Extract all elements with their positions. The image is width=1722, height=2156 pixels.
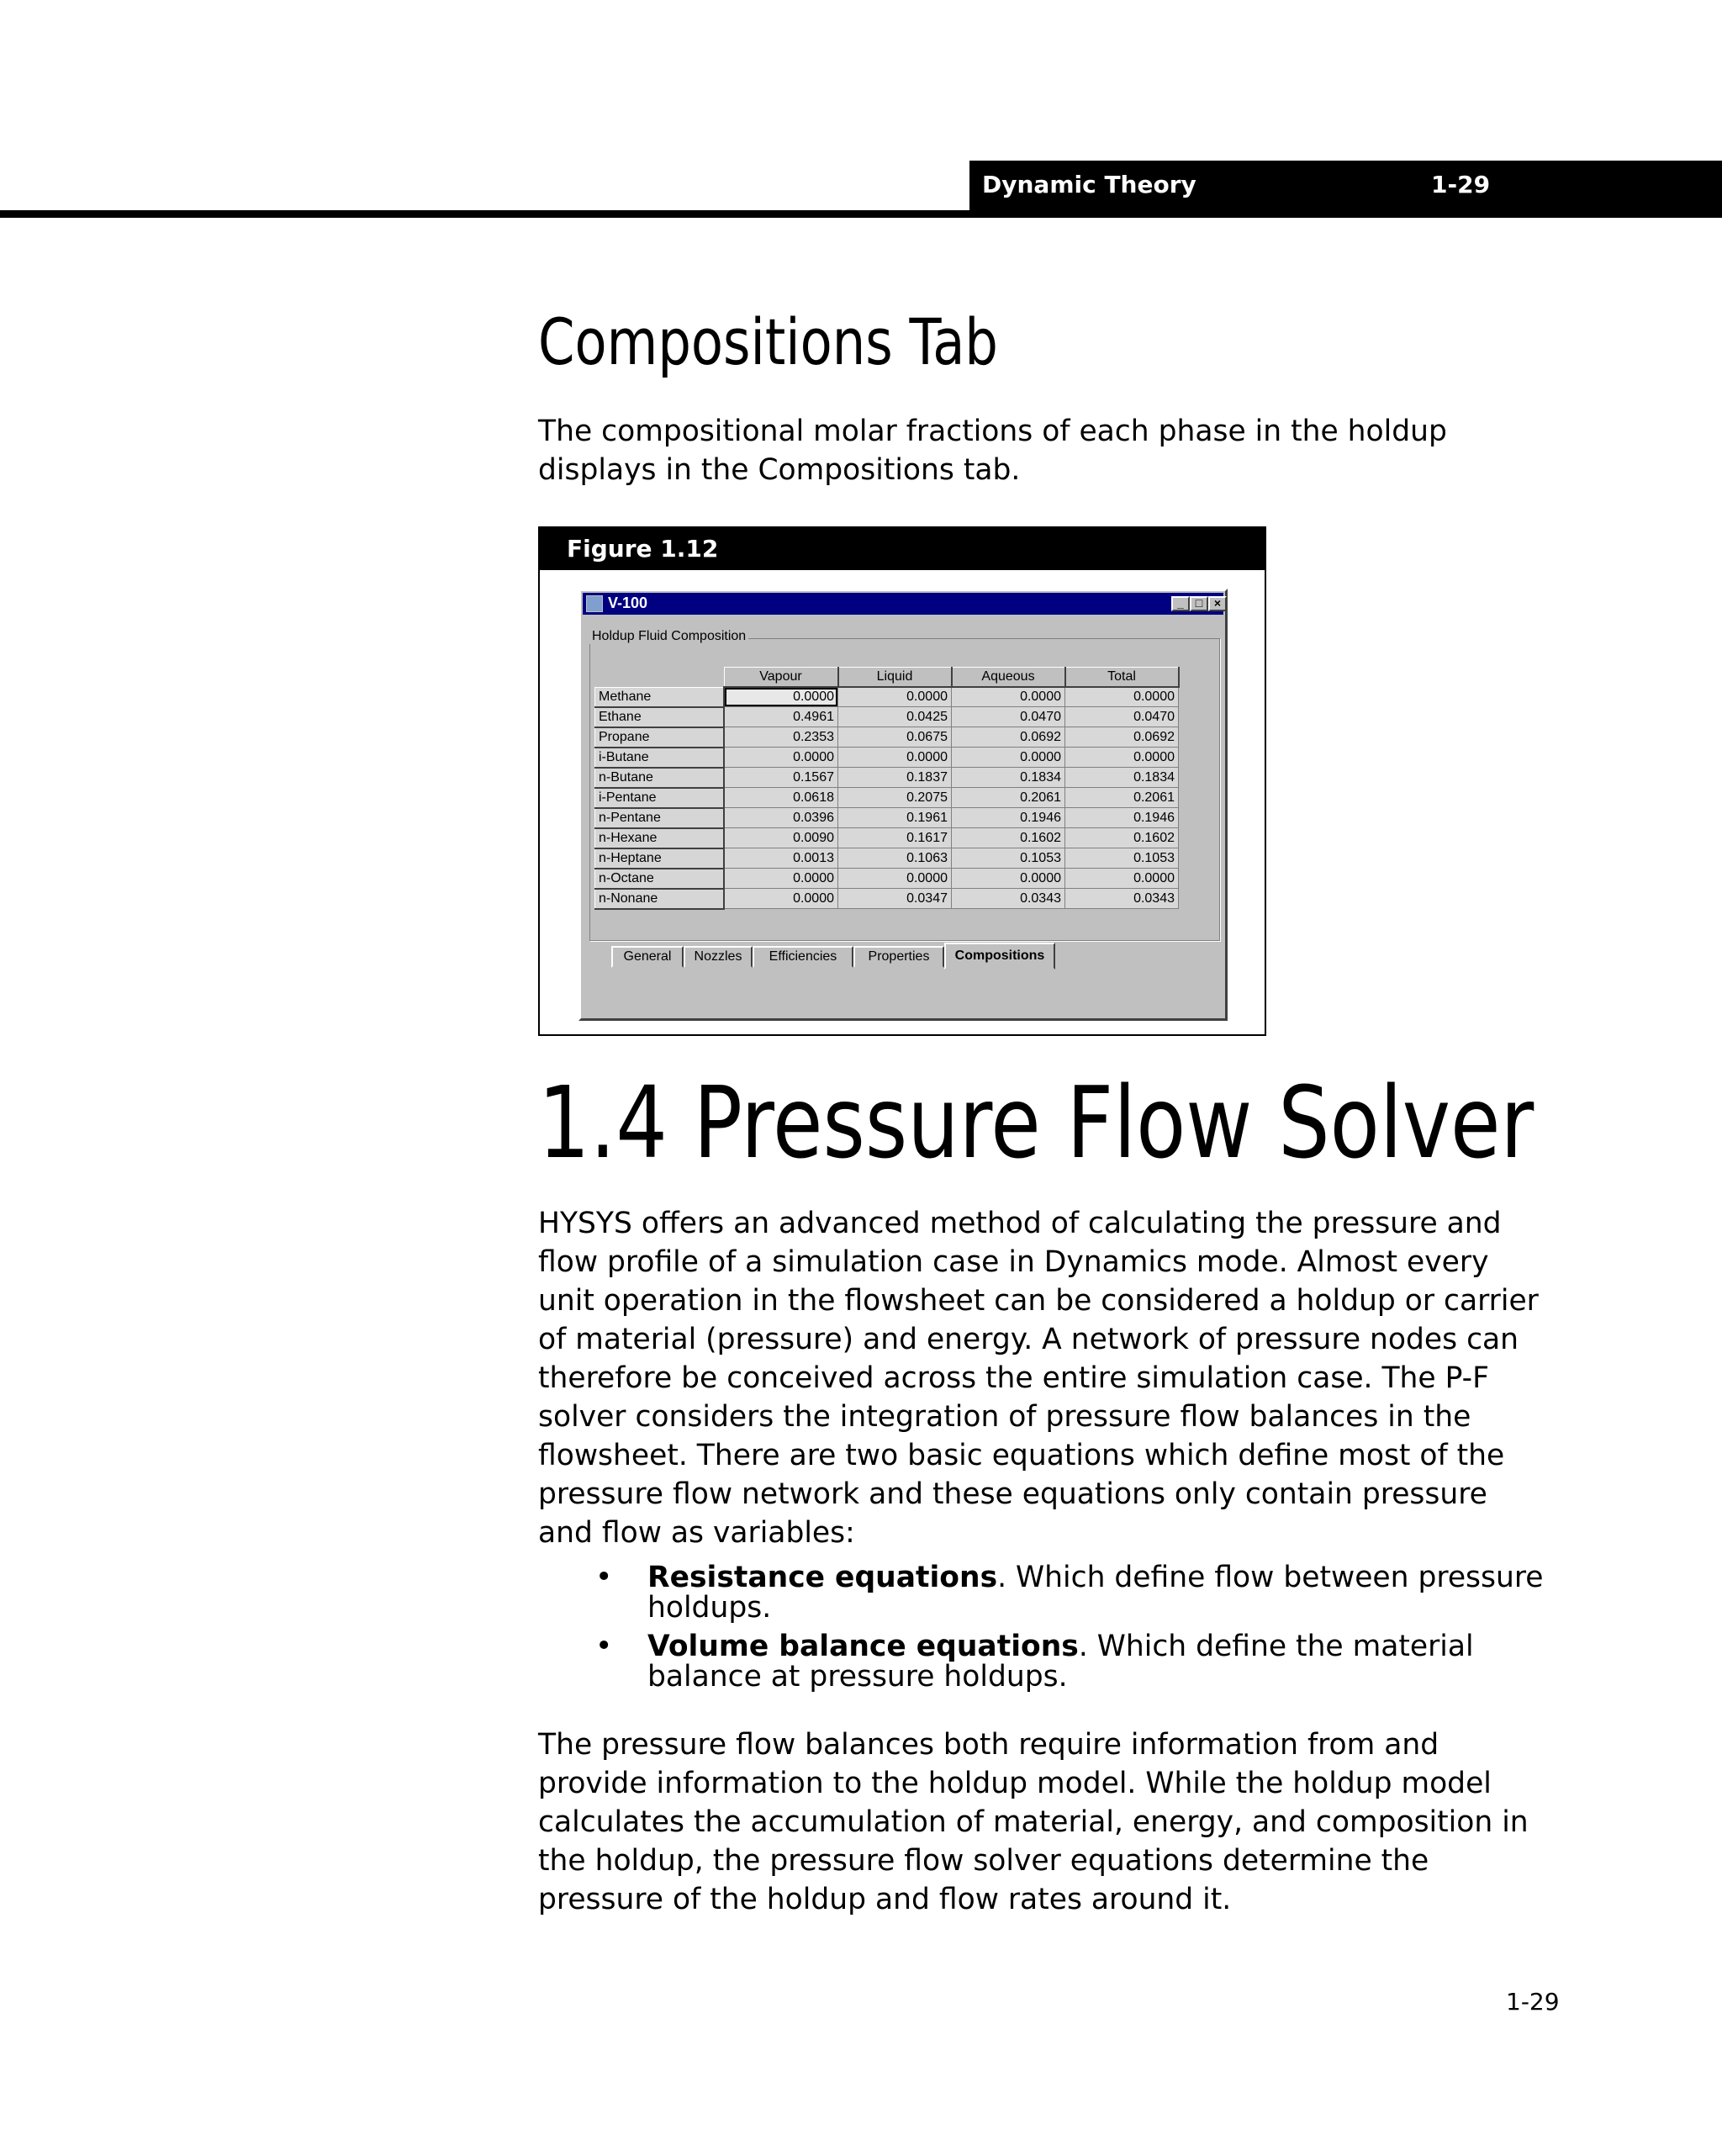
window-title: V-100	[608, 594, 648, 611]
list-item	[538, 1631, 1564, 1692]
table-cell[interactable]: 0.0000	[952, 687, 1065, 707]
solver-paragraph-1: HYSYS offers an advanced method of calculating the pressure and flow profile of a simulation case in Dynamics mode. Almost every unit operation in the flowsheet can be considered a holdup or carrier of material (pressure) and energy. A network of pressure nodes can therefore be conceived across the entire simulation case. The P-F solver considers the integration of pressure flow balances in the flowsheet. There are two basic equations which define most of the pressure flow network and these equations only contain pressure and flow as variables:	[538, 1207, 1539, 1550]
row-label: n-Butane	[595, 768, 725, 788]
table-cell[interactable]: 0.2353	[724, 727, 838, 748]
table-cell[interactable]: 0.0000	[838, 748, 952, 768]
table-row	[595, 869, 1179, 889]
column-header[interactable]: Total	[1065, 668, 1179, 688]
row-label: Methane	[595, 687, 725, 707]
table-cell[interactable]: 0.1961	[838, 808, 952, 828]
column-header[interactable]: Vapour	[724, 668, 838, 688]
bullet-text: . Which define flow between pressure holdups.	[647, 1561, 1544, 1625]
table-cell[interactable]: 0.1946	[1065, 808, 1179, 828]
table-row	[595, 788, 1179, 808]
table-cell[interactable]: 0.1602	[952, 828, 1065, 848]
bullet-text: . Which define the material balance at pressure holdups.	[647, 1630, 1474, 1694]
table-cell[interactable]: 0.0347	[838, 889, 952, 909]
table-row	[595, 768, 1179, 788]
figure-caption-text: Figure 1.12	[567, 535, 719, 563]
bullet-icon: •	[595, 1561, 613, 1594]
close-button[interactable]: ×	[1208, 596, 1227, 611]
row-label: Ethane	[595, 707, 725, 727]
table-cell[interactable]: 0.0343	[952, 889, 1065, 909]
figure-caption	[540, 528, 1265, 570]
table-cell[interactable]: 0.0000	[1065, 869, 1179, 889]
column-header[interactable]: Aqueous	[952, 668, 1065, 688]
table-cell[interactable]: 0.0692	[952, 727, 1065, 748]
row-label: n-Hexane	[595, 828, 725, 848]
table-cell[interactable]: 0.1602	[1065, 828, 1179, 848]
table-row	[595, 748, 1179, 768]
table-cell[interactable]: 0.0000	[1065, 748, 1179, 768]
table-cell[interactable]: 0.0000	[724, 889, 838, 909]
bullet-term: Resistance equations	[647, 1561, 998, 1594]
table-cell[interactable]: 0.1053	[952, 848, 1065, 869]
bullet-term: Volume balance equations	[647, 1630, 1079, 1663]
table-cell[interactable]: 0.0090	[724, 828, 838, 848]
table-row	[595, 828, 1179, 848]
composition-table	[594, 667, 1180, 910]
maximize-button[interactable]: □	[1190, 596, 1208, 611]
table-cell[interactable]: 0.0692	[1065, 727, 1179, 748]
table-cell[interactable]: 0.0000	[724, 869, 838, 889]
table-cell[interactable]: 0.1063	[838, 848, 952, 869]
minimize-button[interactable]: _	[1171, 596, 1190, 611]
tab-nozzles[interactable]: Nozzles	[684, 946, 753, 968]
table-row	[595, 687, 1179, 707]
row-label: n-Heptane	[595, 848, 725, 869]
tab-properties[interactable]: Properties	[853, 946, 944, 968]
table-cell[interactable]: 0.1834	[952, 768, 1065, 788]
table-cell[interactable]: 0.0425	[838, 707, 952, 727]
table-row	[595, 707, 1179, 727]
table-cell[interactable]: 0.0000	[1065, 687, 1179, 707]
table-row	[595, 889, 1179, 909]
solver-paragraph-2: The pressure flow balances both require information from and provide information to the holdup model. While the holdup model calculates the accumulation of material, energy, and composition in the holdup, the pressure flow solver equations determine the pressure of the holdup and flow rates around it.	[538, 1728, 1529, 1916]
tab-efficiencies[interactable]: Efficiencies	[753, 946, 853, 968]
row-label: n-Octane	[595, 869, 725, 889]
window-titlebar[interactable]	[583, 593, 1223, 615]
table-cell[interactable]: 0.1837	[838, 768, 952, 788]
header-page-number: 1-29	[1431, 171, 1491, 198]
table-cell[interactable]: 0.1617	[838, 828, 952, 848]
table-cell[interactable]: 0.0000	[838, 687, 952, 707]
table-cell[interactable]: 0.2061	[1065, 788, 1179, 808]
bullet-list	[538, 1562, 1564, 1700]
row-label: i-Butane	[595, 748, 725, 768]
table-cell[interactable]: 0.0000	[838, 869, 952, 889]
row-label: Propane	[595, 727, 725, 748]
table-cell[interactable]: 0.0000	[724, 687, 838, 707]
table-cell[interactable]: 0.1567	[724, 768, 838, 788]
table-cell[interactable]: 0.0470	[1065, 707, 1179, 727]
footer-page-number: 1-29	[1506, 1988, 1560, 2016]
table-cell[interactable]: 0.0675	[838, 727, 952, 748]
table-cell[interactable]: 0.0013	[724, 848, 838, 869]
table-cell[interactable]: 0.0618	[724, 788, 838, 808]
row-label: i-Pentane	[595, 788, 725, 808]
column-header[interactable]: Liquid	[838, 668, 952, 688]
corner-cell	[595, 668, 725, 688]
table-cell[interactable]: 0.1946	[952, 808, 1065, 828]
header-section-title: Dynamic Theory	[982, 171, 1196, 198]
table-cell[interactable]: 0.0396	[724, 808, 838, 828]
table-cell[interactable]: 0.1834	[1065, 768, 1179, 788]
compositions-heading: Compositions Tab	[538, 304, 998, 379]
tab-compositions[interactable]: Compositions	[944, 943, 1055, 970]
tab-general[interactable]: General	[611, 946, 684, 968]
figure	[538, 526, 1266, 1036]
compositions-intro: The compositional molar fractions of each phase in the holdup displays in the Compositions tab.	[538, 415, 1447, 487]
table-cell[interactable]: 0.0343	[1065, 889, 1179, 909]
vessel-icon	[586, 595, 603, 612]
table-row	[595, 727, 1179, 748]
table-cell[interactable]: 0.0000	[724, 748, 838, 768]
row-label: n-Nonane	[595, 889, 725, 909]
bullet-icon: •	[595, 1630, 613, 1663]
list-item	[538, 1562, 1564, 1623]
table-header-row	[595, 668, 1179, 688]
section-heading: 1.4 Pressure Flow Solver	[538, 1065, 1534, 1181]
table-row	[595, 808, 1179, 828]
table-cell[interactable]: 0.0000	[952, 748, 1065, 768]
table-cell[interactable]: 0.4961	[724, 707, 838, 727]
table-cell[interactable]: 0.2061	[952, 788, 1065, 808]
table-cell[interactable]: 0.0470	[952, 707, 1065, 727]
table-cell[interactable]: 0.2075	[838, 788, 952, 808]
table-cell[interactable]: 0.0000	[952, 869, 1065, 889]
group-label: Holdup Fluid Composition	[589, 629, 748, 644]
hysys-window	[578, 589, 1228, 1021]
row-label: n-Pentane	[595, 808, 725, 828]
table-cell[interactable]: 0.1053	[1065, 848, 1179, 869]
table-row	[595, 848, 1179, 869]
